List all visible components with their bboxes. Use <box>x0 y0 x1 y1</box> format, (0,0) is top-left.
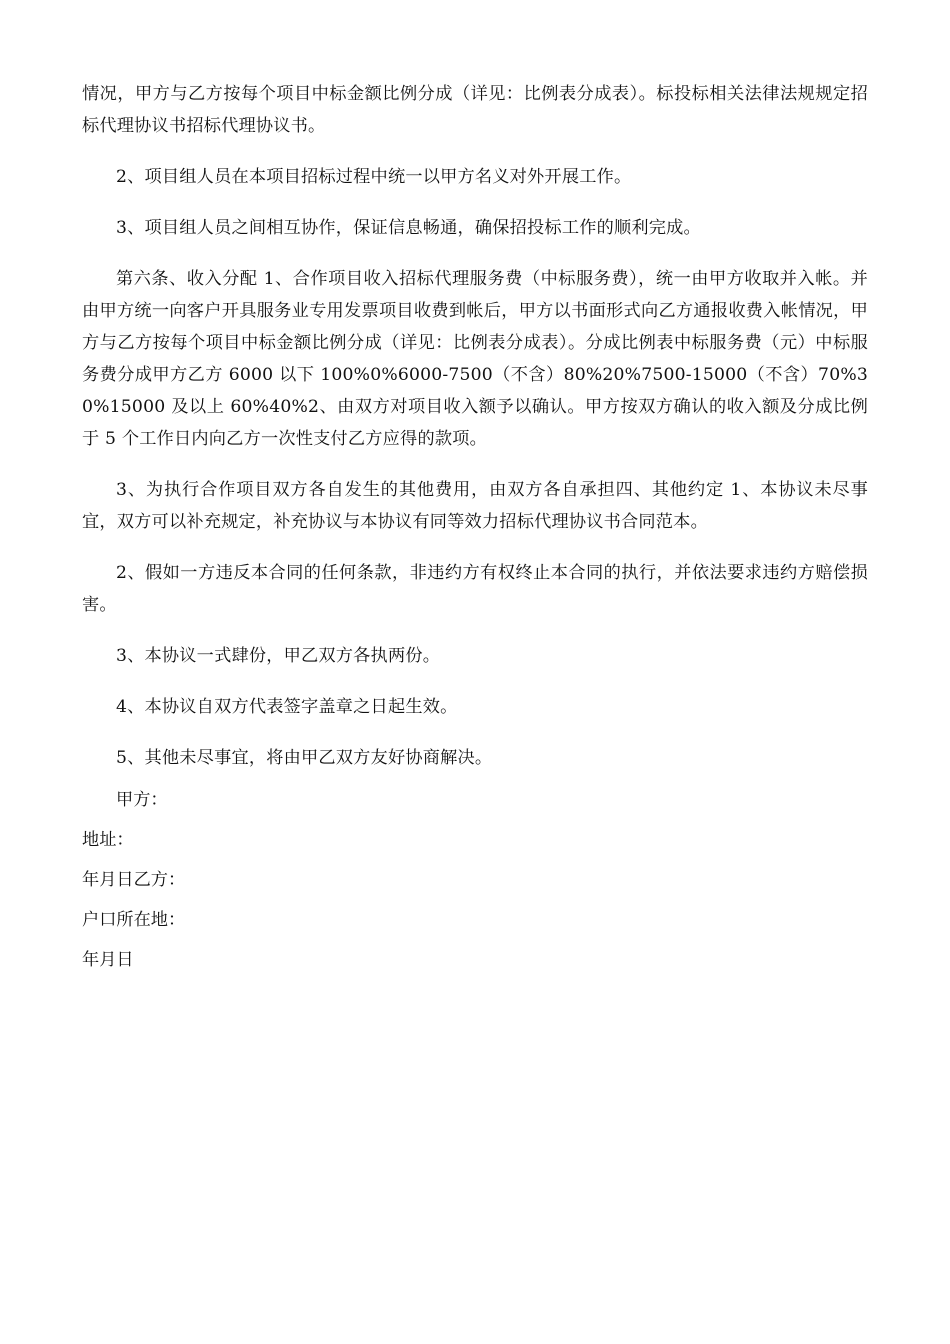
party-a-label: 甲方： <box>116 790 168 810</box>
paragraph-negotiation: 5、其他未尽事宜，将由甲乙双方友好协商解决。 <box>116 748 493 768</box>
residence-label: 户口所在地： <box>82 910 186 930</box>
date-party-b-label: 年月日乙方： <box>82 870 186 890</box>
paragraph-continuation: 情况，甲方与乙方按每个项目中标金额比例分成（详见：比例表分成表）。标投标相关法律法规规定招标代理协议书招标代理协议书。 <box>82 84 868 136</box>
address-label: 地址： <box>82 830 134 850</box>
paragraph-other-terms: 3、为执行合作项目双方各自发生的其他费用，由双方各自承担四、其他约定 1、本协议未尽事宜，双方可以补充规定，补充协议与本协议有同等效力招标代理协议书合同范本。 <box>82 480 868 532</box>
paragraph-article-6: 第六条、收入分配 1、合作项目收入招标代理服务费（中标服务费），统一由甲方收取并入帐。并由甲方统一向客户开具服务业专用发票项目收费到帐后，甲方以书面形式向乙方通报收费入帐情况，甲方与乙方按每个项目中标金额比例分成（详见：比例表分成表）。分成比例表中标服务费（元）中标服务费分成甲方乙方 6000 以下 100%0%6000-7500（不含）80%20%7500-15000（不含）70%30%15000 及以上 60%40%2、由双方对项目收入额予以确认。甲方按双方确认的收入额及分成比例于 5 个工作日内向乙方一次性支付乙方应得的款项。 <box>82 269 868 449</box>
paragraph-breach: 2、假如一方违反本合同的任何条款，非违约方有权终止本合同的执行，并依法要求违约方赔偿损害。 <box>82 563 868 615</box>
document-page <box>82 78 868 984</box>
paragraph-item-2: 2、项目组人员在本项目招标过程中统一以甲方名义对外开展工作。 <box>116 167 632 187</box>
date-label: 年月日 <box>82 950 134 970</box>
paragraph-item-3: 3、项目组人员之间相互协作，保证信息畅通，确保招投标工作的顺利完成。 <box>116 218 701 238</box>
paragraph-effective: 4、本协议自双方代表签字盖章之日起生效。 <box>116 697 458 717</box>
signature-block <box>82 784 868 984</box>
paragraph-copies: 3、本协议一式肆份，甲乙双方各执两份。 <box>116 646 441 666</box>
